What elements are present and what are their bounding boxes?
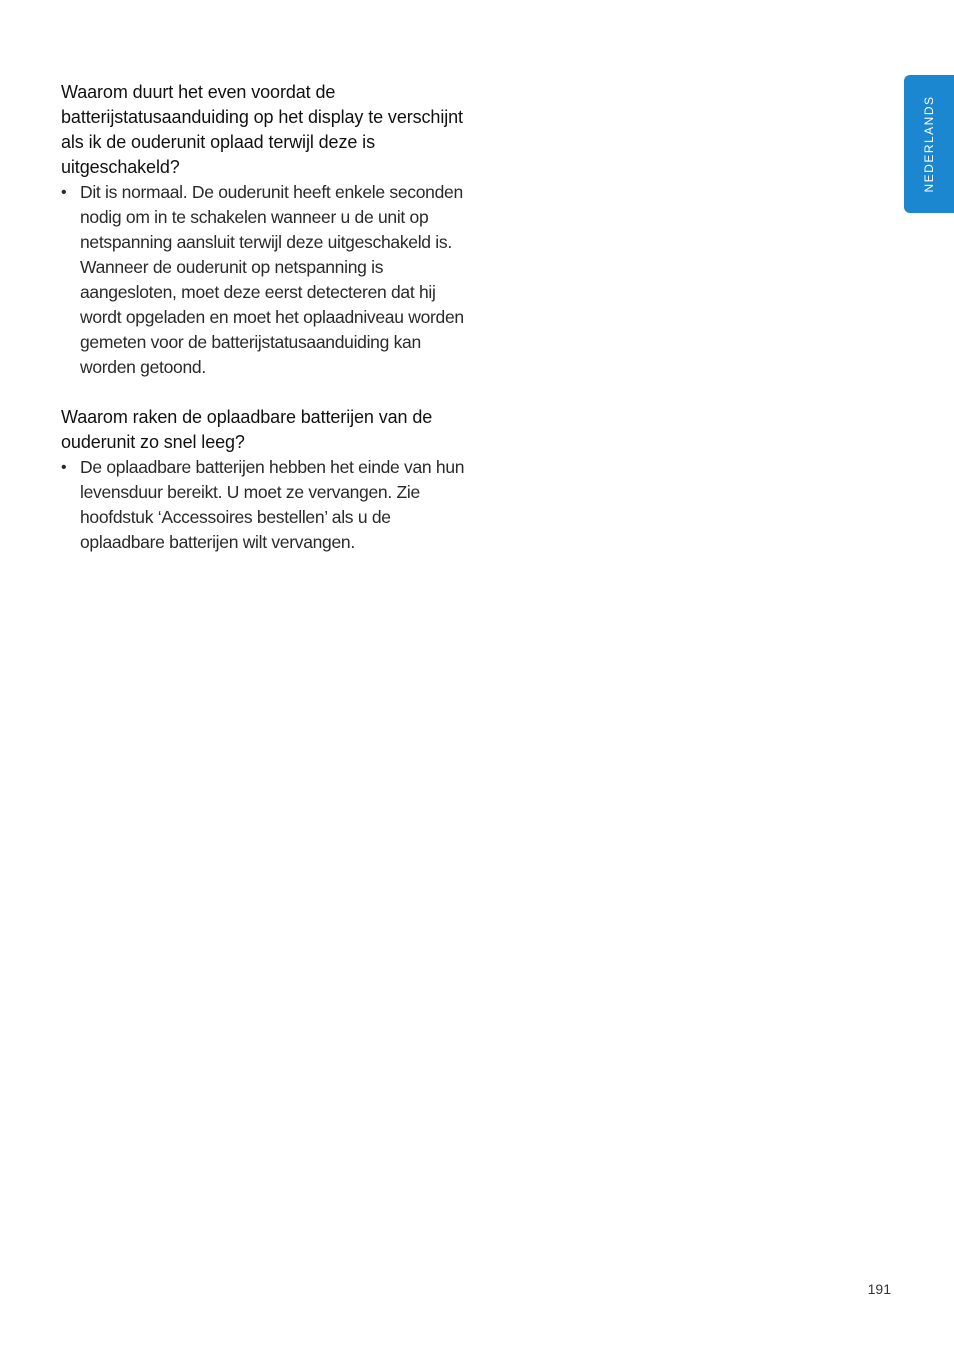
faq-item — [61, 405, 471, 555]
language-tab-label: NEDERLANDS — [922, 95, 936, 193]
faq-answer — [61, 180, 471, 380]
faq-question: Waarom raken de oplaadbare batterijen van de ouderunit zo snel leeg? — [61, 407, 433, 452]
faq-answer-list — [61, 455, 471, 555]
faq-answer-text: Dit is normaal. De ouderunit heeft enkele seconden nodig om in te schakelen wanneer u de unit op netspanning aansluit terwijl deze uitgeschakeld is. Wanneer de ouderunit op netspanning is aangesloten, moet deze eerst detecteren dat hij wordt opgeladen en moet het oplaadniveau worden gemeten voor de batterijstatusaanduiding kan worden getoond. — [80, 182, 464, 377]
faq-item — [61, 80, 471, 380]
faq-question: Waarom duurt het even voordat de batterijstatusaanduiding op het display te verschijnt als ik de ouderunit oplaad terwijl deze is uitgeschakeld? — [61, 82, 463, 177]
bullet-icon: • — [61, 184, 67, 201]
faq-answer — [61, 455, 471, 555]
faq-answer-list — [61, 180, 471, 380]
language-tab — [904, 75, 954, 213]
page-content — [61, 80, 471, 555]
page-number: 191 — [867, 1281, 891, 1297]
faq-answer-text: De oplaadbare batterijen hebben het einde van hun levensduur bereikt. U moet ze vervangen. Zie hoofdstuk ‘Accessoires bestellen’ als u de oplaadbare batterijen wilt vervangen. — [80, 457, 465, 552]
bullet-icon: • — [61, 459, 67, 476]
